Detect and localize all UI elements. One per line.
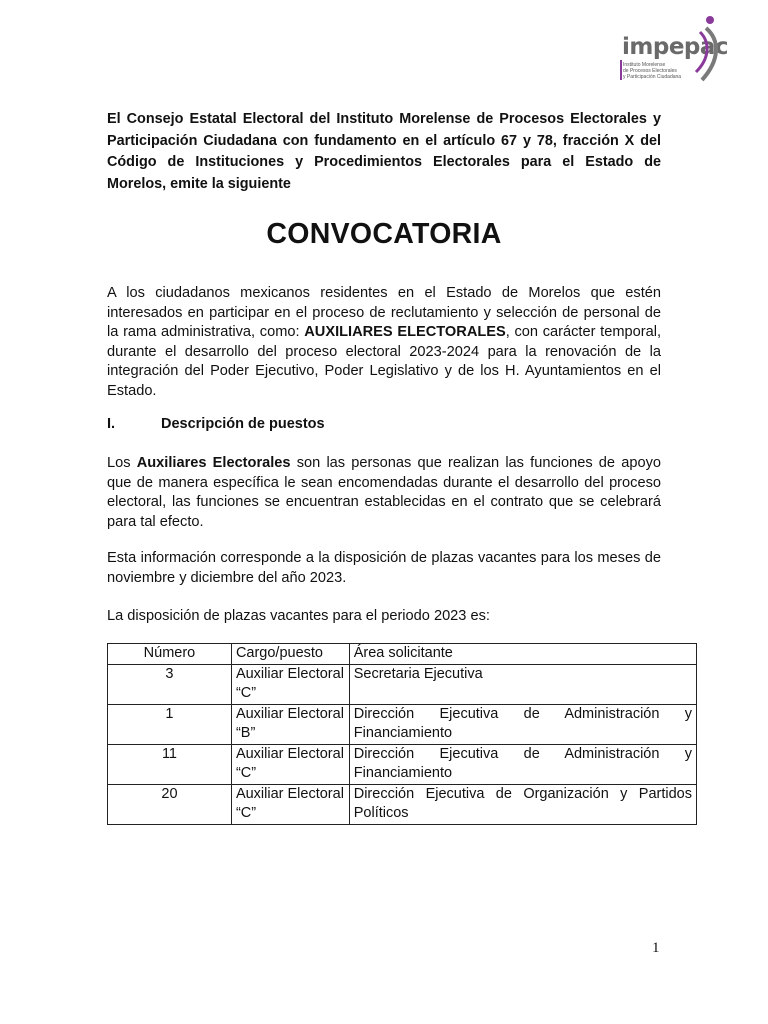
logo-wordmark: impepac [622, 34, 729, 60]
p2-bold: Auxiliares Electorales [136, 455, 291, 471]
paragraph-convocatoria [107, 284, 661, 401]
p1-text-before: A los ciudadanos mexicanos residentes en el Estado de Morelos que estén interesados en participar en el proceso de reclutamiento y selección de personal de la rama administrativa, como: [107, 285, 661, 340]
p2-text-after: son las personas que realizan las funciones de apoyo que de manera específica le sean encomendadas durante el desarrollo del proceso electoral, las funciones se encuentran establecidas en el contrato que se celebrará para tal efecto. [107, 455, 661, 530]
table-row [108, 664, 697, 704]
table-header-row [108, 644, 697, 665]
header-cargo: Cargo/puesto [231, 644, 349, 665]
logo-subtitle: Instituto Morelense de Procesos Electorales y Participación Ciudadana [623, 62, 682, 80]
page-number: 1 [652, 940, 660, 956]
cell-area: Dirección Ejecutiva de Organización y Partidos Políticos [349, 784, 696, 824]
p1-bold: AUXILIARES ELECTORALES [304, 324, 506, 340]
intro-paragraph: El Consejo Estatal Electoral del Instituto Morelense de Procesos Electorales y Participación Ciudadana con fundamento en el artículo 67 y 78, fracción X del Código de Instituciones y Procedimientos Electorales para el Estado de Morelos, emite la siguiente [107, 111, 661, 192]
table-row [108, 704, 697, 744]
cell-numero: 11 [108, 744, 232, 784]
section-heading-1 [107, 414, 325, 434]
table-row [108, 744, 697, 784]
section-title: Descripción de puestos [161, 416, 325, 432]
cell-area: Dirección Ejecutiva de Administración y Financiamiento [349, 704, 696, 744]
cell-numero: 20 [108, 784, 232, 824]
document-title: CONVOCATORIA [266, 218, 502, 250]
impepac-logo [614, 14, 729, 84]
cell-cargo: Auxiliar Electoral “B” [231, 704, 349, 744]
cell-numero: 1 [108, 704, 232, 744]
cell-numero: 3 [108, 664, 232, 704]
p2-text-before: Los [107, 455, 137, 471]
table-row [108, 784, 697, 824]
cell-area: Secretaria Ejecutiva [349, 664, 696, 704]
paragraph-informacion: Esta información corresponde a la disposición de plazas vacantes para los meses de noviembre y diciembre del año 2023. [107, 550, 661, 586]
logo-divider [620, 60, 622, 80]
paragraph-disposicion: La disposición de plazas vacantes para el periodo 2023 es: [107, 608, 490, 624]
cell-area: Dirección Ejecutiva de Administración y Financiamiento [349, 744, 696, 784]
header-area: Área solicitante [349, 644, 696, 665]
cell-cargo: Auxiliar Electoral “C” [231, 784, 349, 824]
p1-text-after: , con carácter temporal, durante el desarrollo del proceso electoral 2023-2024 para la renovación de la integración del Poder Ejecutivo, Poder Legislativo y de los H. Ayuntamientos en el Estado. [107, 324, 661, 399]
cell-cargo: Auxiliar Electoral “C” [231, 744, 349, 784]
cell-cargo: Auxiliar Electoral “C” [231, 664, 349, 704]
plazas-table [107, 643, 697, 825]
header-numero: Número [108, 644, 232, 665]
section-number: I. [107, 416, 116, 432]
paragraph-descripcion [107, 454, 661, 532]
